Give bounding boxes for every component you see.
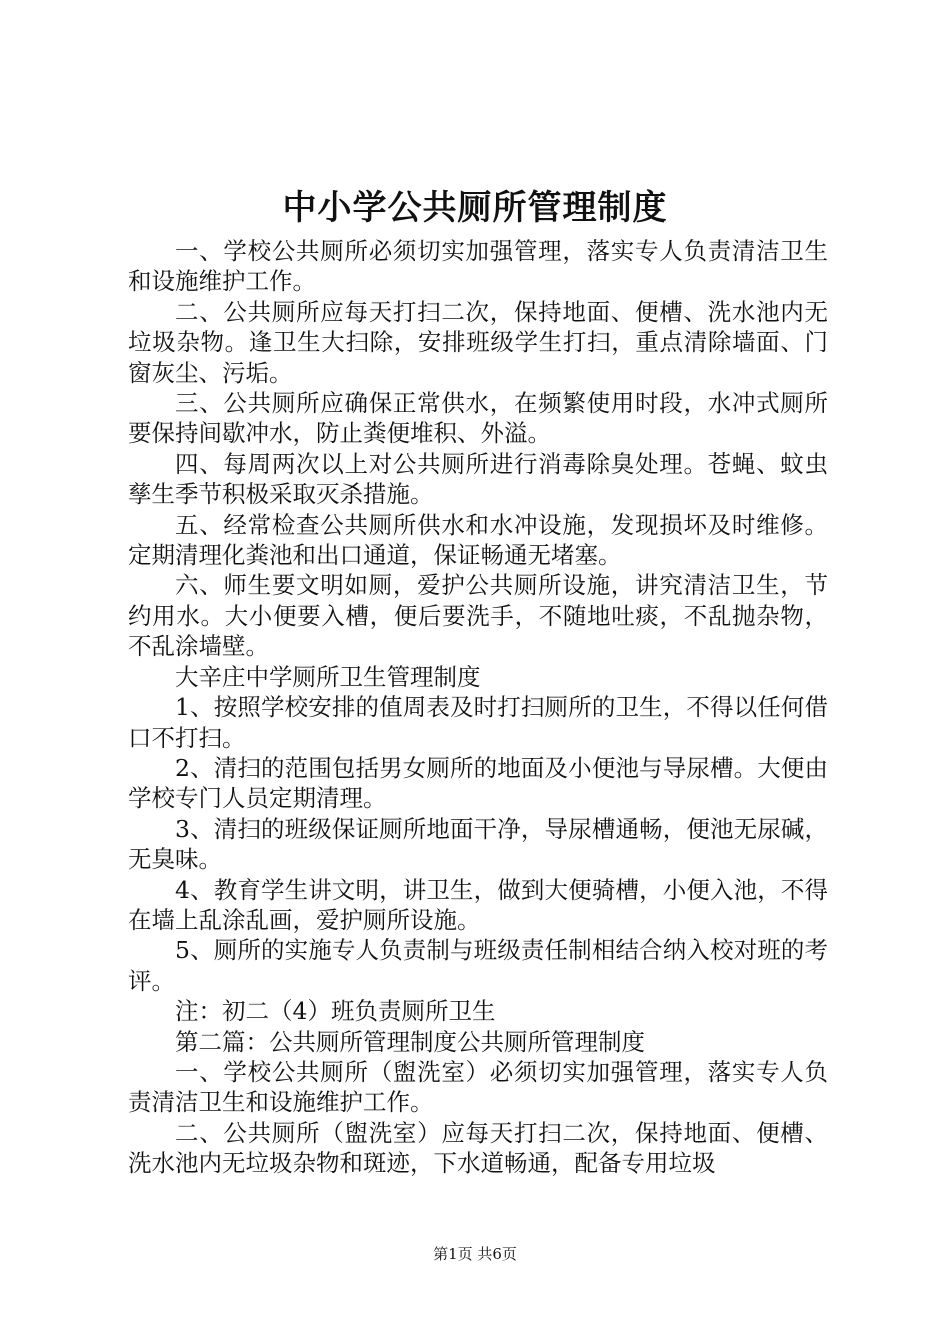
paragraph: 1、按照学校安排的值周表及时打扫厕所的卫生，不得以任何借口不打扫。 — [128, 693, 828, 752]
paragraph: 四、每周两次以上对公共厕所进行消毒除臭处理。苍蝇、蚊虫孳生季节积极采取灭杀措施。 — [128, 449, 828, 509]
document-title: 中小学公共厕所管理制度 — [282, 188, 668, 228]
section-heading: 第二篇：公共厕所管理制度公共厕所管理制度 — [175, 1027, 645, 1056]
page-footer: 第1页 共6页 — [433, 1245, 517, 1263]
paragraph: 2、清扫的范围包括男女厕所的地面及小便池与导尿槽。大便由学校专门人员定期清理。 — [128, 753, 828, 813]
paragraph: 五、经常检查公共厕所供水和水冲设施，发现损坏及时维修。定期清理化粪池和出口通道，保证畅通无堵塞。 — [128, 510, 828, 570]
paragraph: 5、厕所的实施专人负责制与班级责任制相结合纳入校对班的考评。 — [128, 936, 828, 995]
note: 注：初二（4）班负责厕所卫生 — [175, 997, 496, 1026]
section-heading: 大辛庄中学厕所卫生管理制度 — [175, 662, 481, 691]
paragraph: 六、师生要文明如厕，爱护公共厕所设施，讲究清洁卫生，节约用水。大小便要入槽，便后要洗手，不随地吐痰，不乱抛杂物，不乱涂墙壁。 — [128, 571, 828, 661]
paragraph: 一、学校公共厕所（盥洗室）必须切实加强管理，落实专人负责清洁卫生和设施维护工作。 — [128, 1057, 828, 1117]
document-body — [128, 236, 828, 1179]
paragraph: 4、教育学生讲文明，讲卫生，做到大便骑槽，小便入池，不得在墙上乱涂乱画，爱护厕所设施。 — [128, 875, 828, 934]
paragraph: 二、公共厕所（盥洗室）应每天打扫二次，保持地面、便槽、洗水池内无垃圾杂物和斑迹，下水道畅通，配备专用垃圾 — [128, 1118, 828, 1178]
paragraph: 一、学校公共厕所必须切实加强管理，落实专人负责清洁卫生和设施维护工作。 — [128, 237, 828, 296]
paragraph: 二、公共厕所应每天打扫二次，保持地面、便槽、洗水池内无垃圾杂物。逢卫生大扫除，安排班级学生打扫，重点清除墙面、门窗灰尘、污垢。 — [128, 297, 828, 387]
paragraph: 三、公共厕所应确保正常供水，在频繁使用时段，水冲式厕所要保持间歇冲水，防止粪便堆积、外溢。 — [128, 389, 828, 448]
paragraph: 3、清扫的班级保证厕所地面干净，导尿槽通畅，便池无尿碱，无臭味。 — [128, 814, 828, 874]
